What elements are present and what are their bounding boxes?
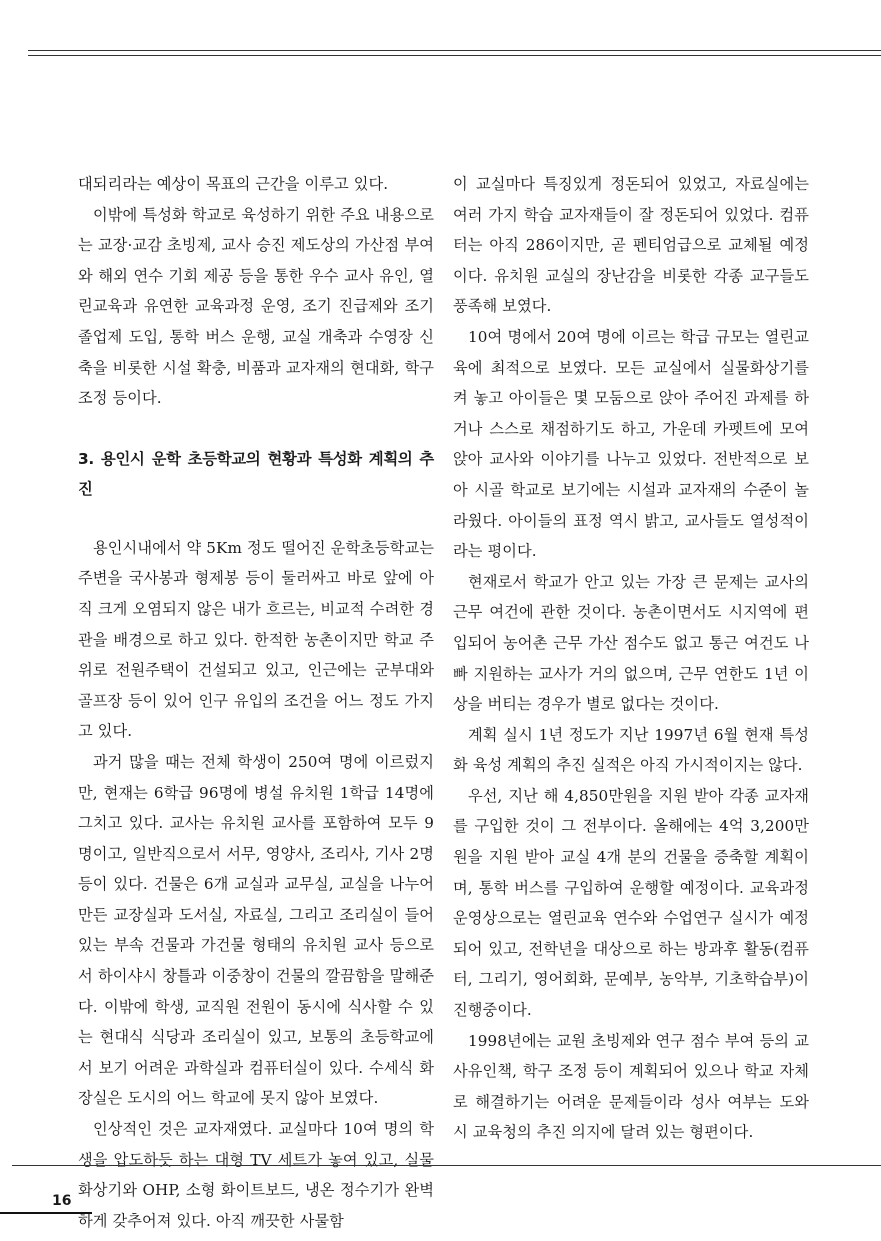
paragraph: 대되리라는 예상이 목표의 근간을 이루고 있다. bbox=[78, 175, 389, 193]
paragraph: 이 교실마다 특징있게 정돈되어 있었고, 자료실에는 여러 가지 학습 교자재들이 잘 정돈되어 있었다. 컴퓨터는 아직 286이지만, 곧 펜티엄급으로 교체될 예정이다. 유치원 교실의 장난감을 비롯한 각종 교구들도 풍족해 보였다. bbox=[453, 175, 809, 316]
page-number: 16 bbox=[52, 1193, 72, 1209]
left-column bbox=[78, 169, 434, 1236]
section-heading: 3. 용인시 운학 초등학교의 현황과 특성화 계획의 추진 bbox=[78, 449, 434, 498]
page-number-underline bbox=[0, 1212, 92, 1214]
footer-rule bbox=[12, 1165, 881, 1166]
paragraph: 용인시내에서 약 5Km 정도 떨어진 운학초등학교는 주변을 국사봉과 형제봉 등이 둘러싸고 바로 앞에 아직 크게 오염되지 않은 내가 흐르는, 비교적 수려한 경관을 배경으로 하고 있다. 한적한 농촌이지만 학교 주위로 전원주택이 건설되고 있고, 인근에는 군부대와 골프장 등이 있어 인구 유입의 조건을 어느 정도 가지고 있다. bbox=[78, 538, 434, 741]
paragraph: 계획 실시 1년 정도가 지난 1997년 6월 현재 특성화 육성 계획의 추진 실적은 아직 가시적이지는 않다. bbox=[453, 725, 809, 775]
paragraph: 10여 명에서 20여 명에 이르는 학급 규모는 열린교육에 최적으로 보였다. 모든 교실에서 실물화상기를 켜 놓고 아이들은 몇 모둠으로 앉아 주어진 과제를 하거나 스스로 채점하기도 하고, 가운데 카펫트에 모여 앉아 교사와 이야기를 나누고 있었다. 전반적으로 보아 시골 학교로 보기에는 시설과 교자재의 수준이 놀라웠다. 아이들의 표정 역시 밝고, 교사들도 열성적이라는 평이다. bbox=[453, 327, 809, 561]
right-column bbox=[453, 169, 809, 1148]
header-rule bbox=[28, 50, 881, 56]
paragraph: 1998년에는 교원 초빙제와 연구 점수 부여 등의 교사유인책, 학구 조정 등이 계획되어 있으나 학교 자체로 해결하기는 어려운 문제들이라 성사 여부는 도와 시 교육청의 추진 의지에 달려 있는 형편이다. bbox=[453, 1031, 809, 1142]
paragraph: 이밖에 특성화 학교로 육성하기 위한 주요 내용으로는 교장·교감 초빙제, 교사 승진 제도상의 가산점 부여와 해외 연수 기회 제공 등을 통한 우수 교사 유인, 열린교육과 유연한 교육과정 운영, 조기 진급제와 조기 졸업제 도입, 통학 버스 운행, 교실 개축과 수영장 신축을 비롯한 시설 확충, 비품과 교자재의 현대화, 학구 조정 등이다. bbox=[78, 205, 434, 408]
paragraph: 인상적인 것은 교자재였다. 교실마다 10여 명의 학생을 압도하듯 하는 대형 TV 세트가 놓여 있고, 실물화상기와 OHP, 소형 화이트보드, 냉온 정수기가 완벽하게 갖추어져 있다. 아직 깨끗한 사물함 bbox=[78, 1120, 434, 1230]
paragraph: 현재로서 학교가 안고 있는 가장 큰 문제는 교사의 근무 여건에 관한 것이다. 농촌이면서도 시지역에 편입되어 농어촌 근무 가산 점수도 없고 통근 여건도 나빠 지원하는 교사가 거의 없으며, 근무 연한도 1년 이상을 버티는 경우가 별로 없다는 것이다. bbox=[453, 572, 809, 714]
paragraph: 과거 많을 때는 전체 학생이 250여 명에 이르렀지만, 현재는 6학급 96명에 병설 유치원 1학급 14명에 그치고 있다. 교사는 유치원 교사를 포함하여 모두 9명이고, 일반직으로서 서무, 영양사, 조리사, 기사 2명 등이 있다. 건물은 6개 교실과 교무실, 교실을 나누어 만든 교장실과 도서실, 자료실, 그리고 조리실이 들어있는 부속 건물과 가건물 형태의 유치원 교사 등으로서 하이샤시 창틀과 이중창이 건물의 깔끔함을 말해준다. 이밖에 학생, 교직원 전원이 동시에 식사할 수 있는 현대식 식당과 조리실이 있고, 보통의 초등학교에서 보기 어려운 과학실과 컴퓨터실이 있다. 수세식 화장실은 도시의 어느 학교에 못지 않아 보였다. bbox=[78, 752, 434, 1108]
paragraph: 우선, 지난 해 4,850만원을 지원 받아 각종 교자재를 구입한 것이 그 전부이다. 올해에는 4억 3,200만원을 지원 받아 교실 4개 분의 건물을 증축할 계획이며, 통학 버스를 구입하여 운행할 예정이다. 교육과정 운영상으로는 열린교육 연수와 수업연구 실시가 예정되어 있고, 전학년을 대상으로 하는 방과후 활동(컴퓨터, 그리기, 영어회화, 문예부, 농악부, 기초학습부)이 진행중이다. bbox=[453, 786, 809, 1020]
